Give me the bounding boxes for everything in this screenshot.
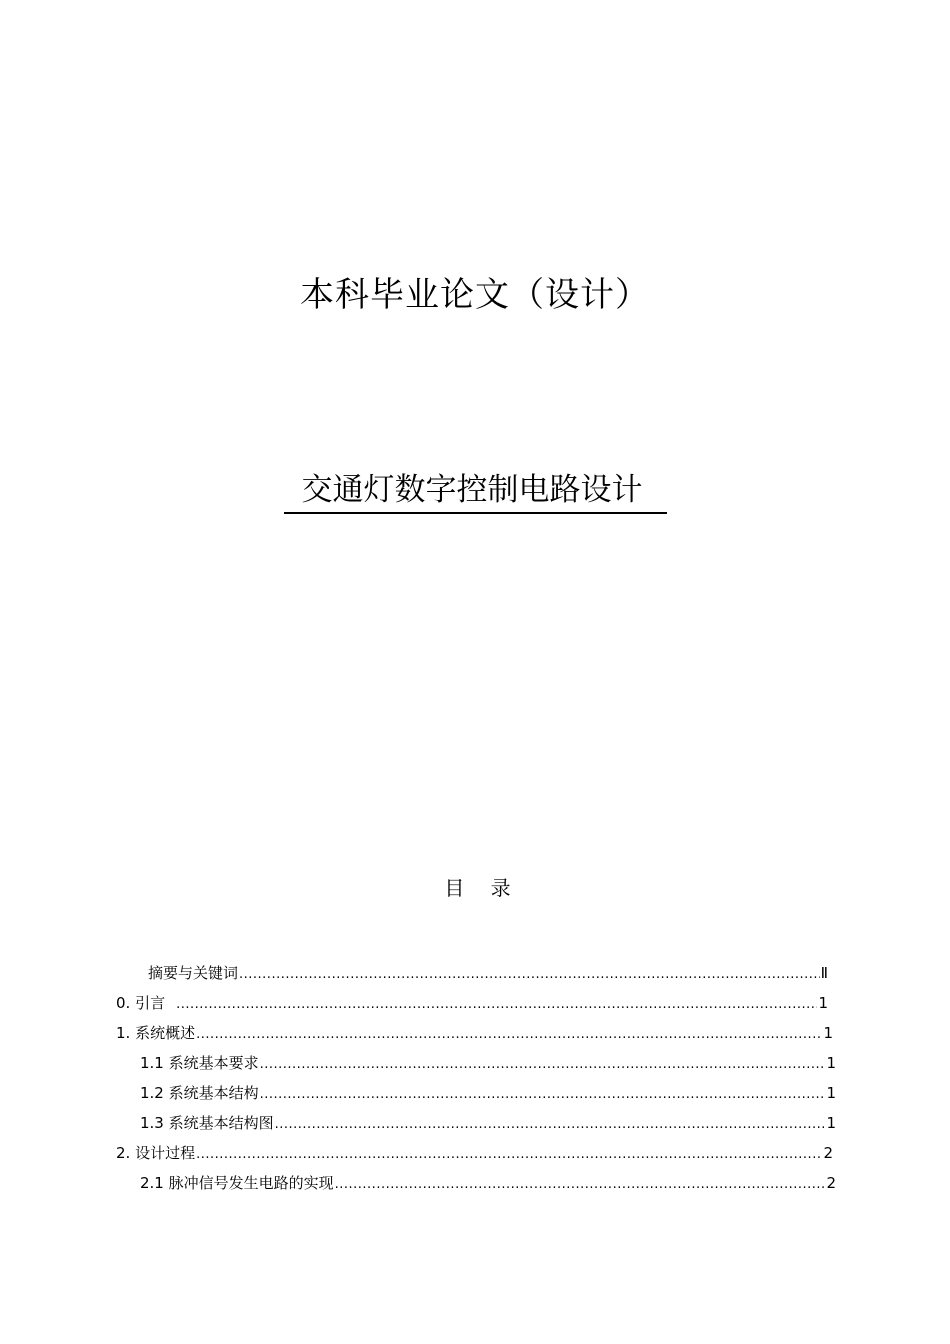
toc-leader-dots [260,1048,826,1080]
toc-entry[interactable] [140,1108,836,1138]
toc-leader-dots [260,1078,826,1110]
toc-entry-label: 0. 引言 [116,994,166,1012]
toc-entry-page: 1 [826,1114,836,1132]
toc-leader-dots [335,1168,826,1200]
toc-entry-page: 2 [826,1174,836,1192]
toc-heading: 目 录 [444,876,521,900]
toc-entry[interactable] [140,1048,836,1078]
toc-entry-page: 1 [826,1054,836,1072]
toc-leader-dots [196,1138,822,1170]
toc-entry-page: 2 [823,1144,833,1162]
toc-entry-label: 1.2 系统基本结构 [140,1084,259,1102]
page-title: 本科毕业论文（设计） [300,275,650,315]
toc-entry-label: 2.1 脉冲信号发生电路的实现 [140,1174,334,1192]
toc-leader-dots [239,958,820,990]
project-title-block [0,468,950,514]
toc-leader-dots [176,988,817,1020]
toc-entry[interactable] [116,1018,833,1048]
project-title: 交通灯数字控制电路设计 [284,468,667,514]
toc-entry[interactable] [116,1138,833,1168]
toc-entry-label: 1. 系统概述 [116,1024,196,1042]
toc-entry-label: 1.1 系统基本要求 [140,1054,259,1072]
toc-entry-label: 摘要与关键词 [148,964,239,982]
toc-entry[interactable] [140,1078,836,1108]
toc-entry-label: 1.3 系统基本结构图 [140,1114,274,1132]
toc-leader-dots [275,1108,826,1140]
toc-entry[interactable] [116,988,828,1018]
toc-entry[interactable] [140,1168,836,1198]
toc-entry-label: 2. 设计过程 [116,1144,196,1162]
toc-entry-page: Ⅱ [820,964,828,982]
toc-entry[interactable] [148,958,828,988]
toc-leader-dots [196,1018,822,1050]
toc-entry-page: 1 [823,1024,833,1042]
toc-entry-page: 1 [818,994,828,1012]
toc-entry-page: 1 [826,1084,836,1102]
